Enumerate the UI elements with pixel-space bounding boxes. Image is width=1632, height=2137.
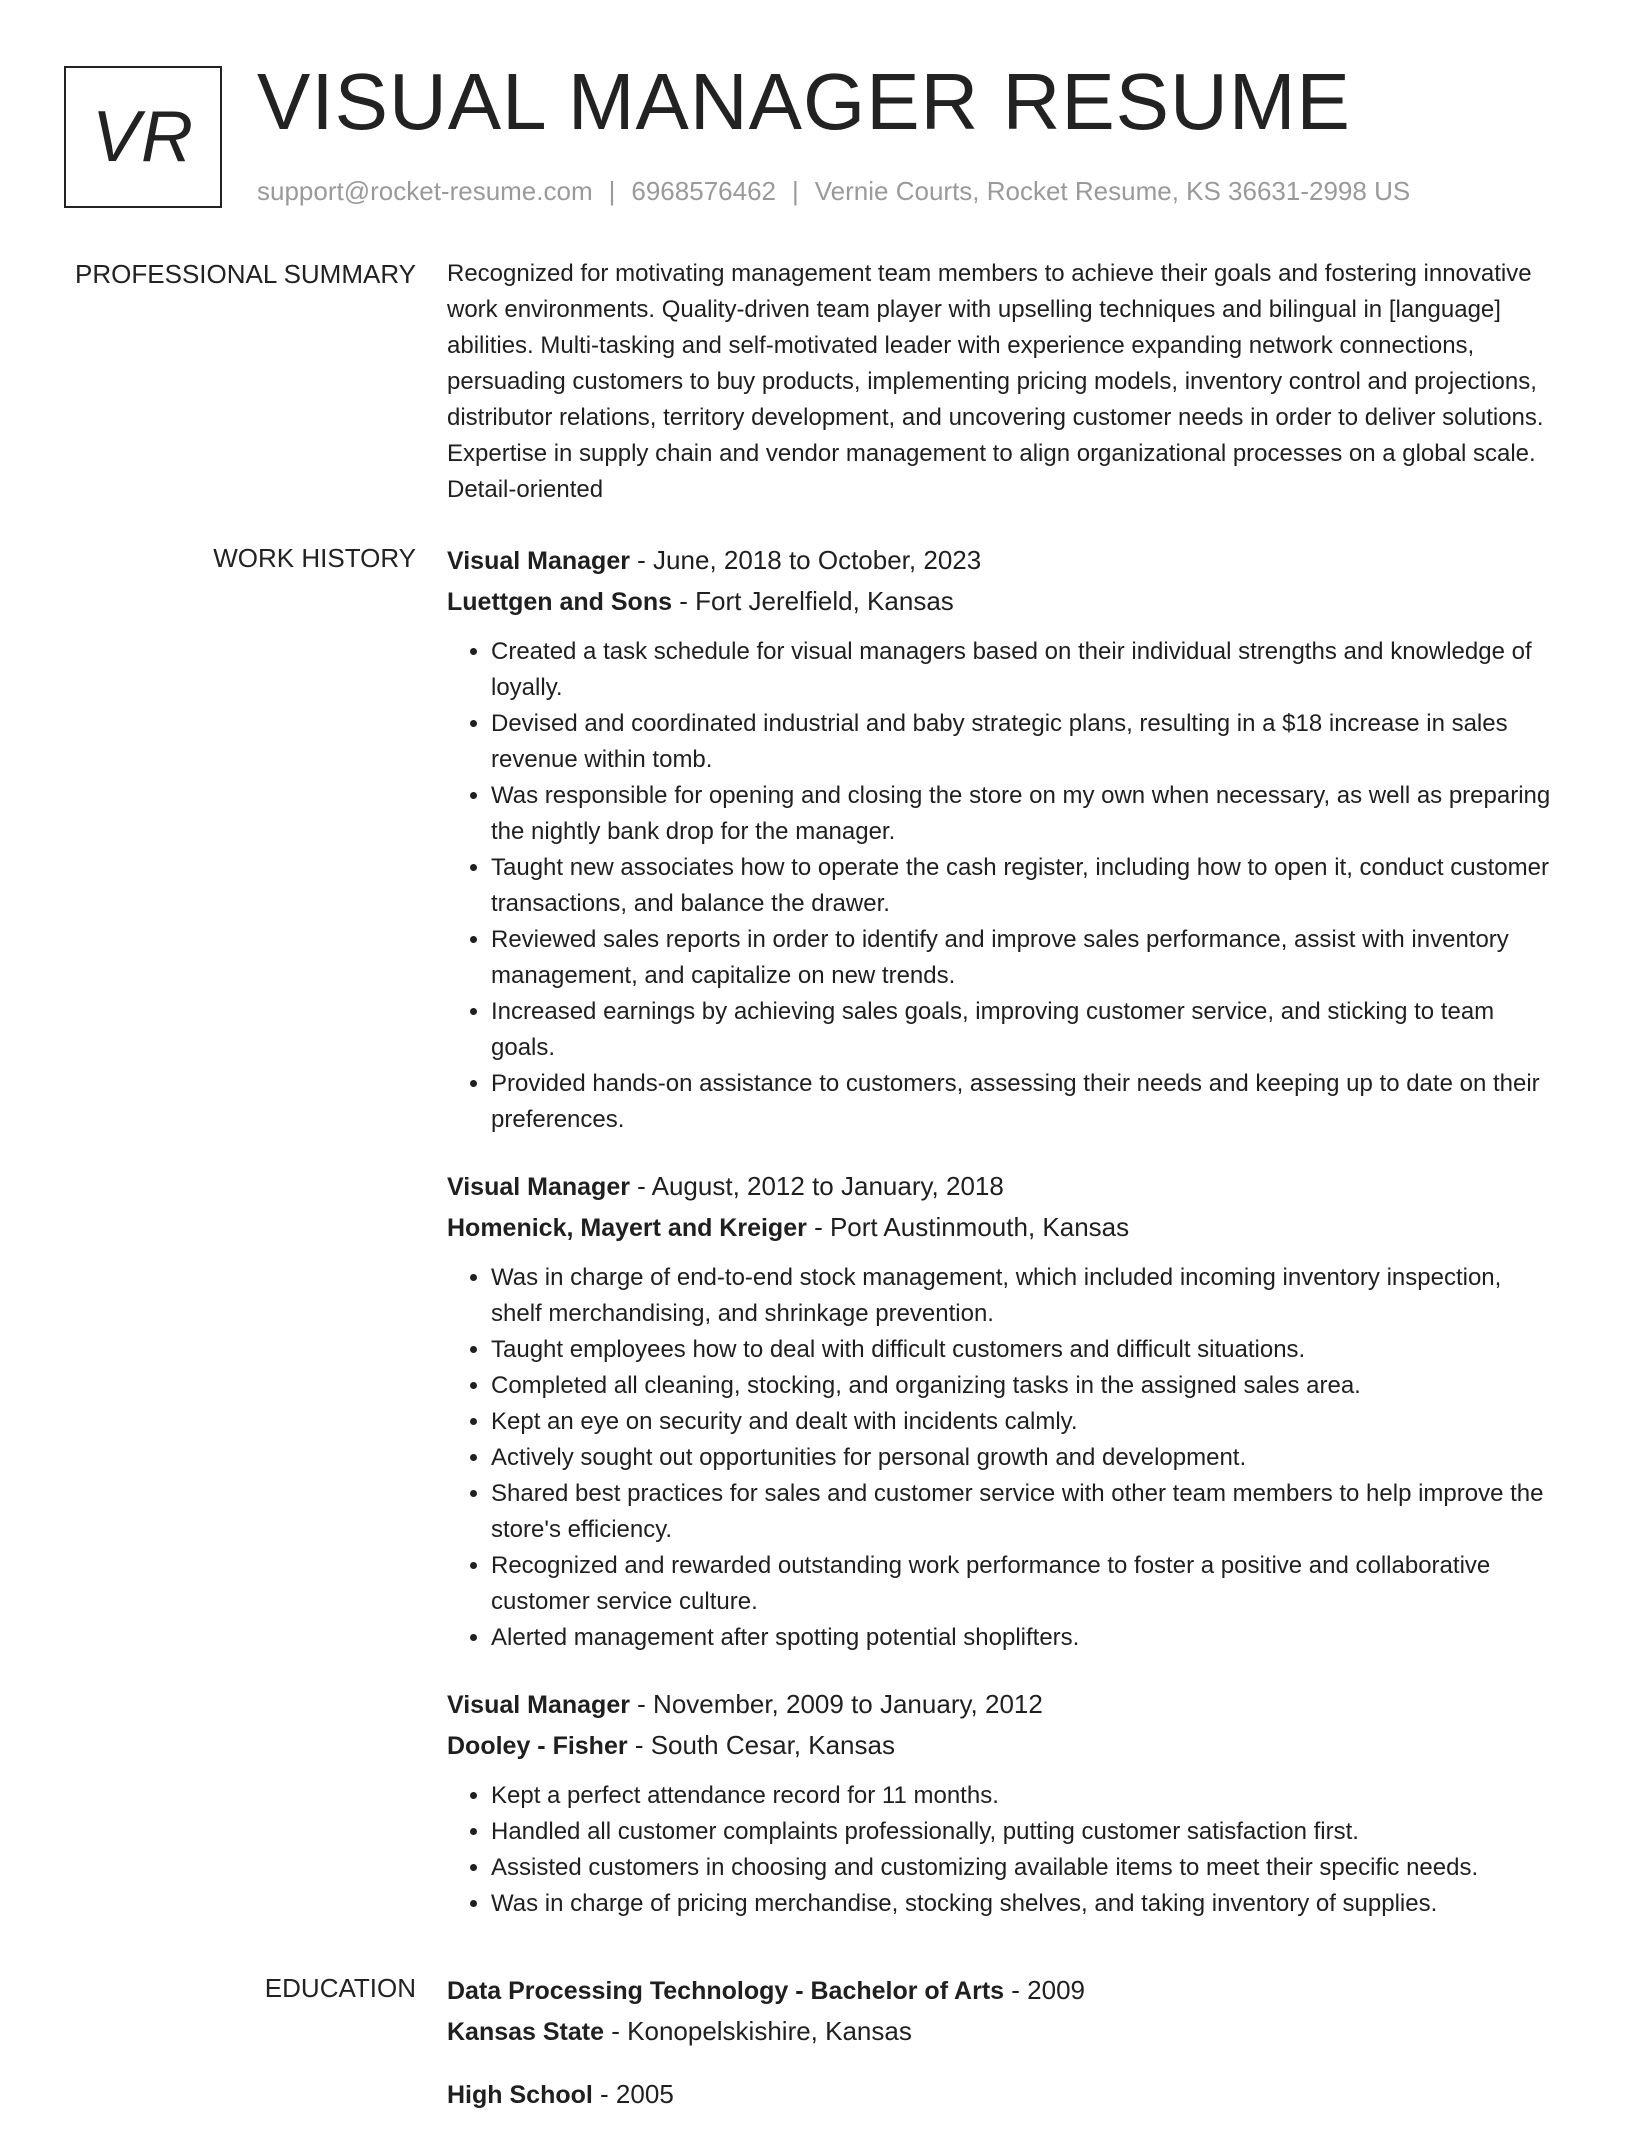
education-degree-line xyxy=(447,2074,1557,2115)
job-bullet: • Recognized and rewarded outstanding work performance to foster a positive and collaborative customer service culture. xyxy=(491,1548,1557,1620)
job-bullet-list xyxy=(447,1260,1557,1656)
job-title-line xyxy=(447,1166,1557,1207)
job-title-line xyxy=(447,1684,1557,1725)
section-label-summary: PROFESSIONAL SUMMARY xyxy=(75,259,416,289)
job-location: - South Cesar, Kansas xyxy=(627,1730,895,1760)
job-bullet: • Handled all customer complaints professionally, putting customer satisfaction first. xyxy=(491,1814,1557,1850)
resume-title: VISUAL MANAGER RESUME xyxy=(257,57,1351,146)
education-location: - Konopelskishire, Kansas xyxy=(604,2016,912,2046)
education-year: - 2009 xyxy=(1004,1975,1086,2005)
job-location: - Port Austinmouth, Kansas xyxy=(806,1212,1130,1242)
job-company-line xyxy=(447,1207,1557,1248)
education-school: Kansas State xyxy=(447,2018,605,2046)
job-bullet-list xyxy=(447,1778,1557,1922)
section-label-education: EDUCATION xyxy=(264,1973,416,2003)
summary-body xyxy=(447,256,1557,508)
section-label-work-history: WORK HISTORY xyxy=(213,543,416,573)
job-entry xyxy=(447,1684,1557,1922)
contact-email[interactable]: support@rocket-resume.com xyxy=(257,176,593,206)
job-title: Visual Manager xyxy=(447,547,630,575)
job-bullet: • Was in charge of pricing merchandise, stocking shelves, and taking inventory of supplies. xyxy=(491,1886,1557,1922)
job-bullet: • Devised and coordinated industrial and baby strategic plans, resulting in a $18 increase in sales revenue within tomb. xyxy=(491,706,1557,778)
job-bullet: • Taught new associates how to operate the cash register, including how to open it, conduct customer transactions, and balance the drawer. xyxy=(491,850,1557,922)
job-bullet-list xyxy=(447,634,1557,1138)
job-bullet: • Was in charge of end-to-end stock management, which included incoming inventory inspection, shelf merchandising, and shrinkage prevention. xyxy=(491,1260,1557,1332)
contact-separator: | xyxy=(608,176,616,206)
job-entry xyxy=(447,1166,1557,1656)
job-title: Visual Manager xyxy=(447,1173,630,1201)
job-bullet: • Completed all cleaning, stocking, and organizing tasks in the assigned sales area. xyxy=(491,1368,1557,1404)
contact-separator: | xyxy=(792,176,799,206)
job-location: - Fort Jerelfield, Kansas xyxy=(672,586,954,616)
job-company-line xyxy=(447,1725,1557,1766)
job-title: Visual Manager xyxy=(447,1691,630,1719)
monogram-logo: VR xyxy=(64,66,222,208)
education-entry xyxy=(447,2074,1557,2115)
job-bullet: • Increased earnings by achieving sales goals, improving customer service, and sticking to team goals. xyxy=(491,994,1557,1066)
job-bullet: • Kept an eye on security and dealt with incidents calmly. xyxy=(491,1404,1557,1440)
job-dates: - August, 2012 to January, 2018 xyxy=(629,1171,1004,1201)
summary-text: Recognized for motivating management team members to achieve their goals and fostering innovative work environments. Quality-driven team player with upselling techniques and bilingual in [language] abilities. Multi-tasking and self-motivated leader with experience expanding network connections, persuading customers to buy products, implementing pricing models, inventory control and projections, distributor relations, territory development, and uncovering customer needs in order to deliver solutions. Expertise in supply chain and vendor management to align organizational processes on a global scale. Detail-oriented xyxy=(447,260,1544,503)
education-entry xyxy=(447,1970,1557,2052)
work-history-body xyxy=(447,540,1557,1950)
education-school-line xyxy=(447,2011,1557,2052)
education-degree: Data Processing Technology - Bachelor of Arts xyxy=(447,1977,1005,2005)
education-degree: High School xyxy=(447,2081,593,2109)
job-bullet: • Taught employees how to deal with difficult customers and difficult situations. xyxy=(491,1332,1557,1368)
job-company: Homenick, Mayert and Kreiger xyxy=(447,1214,807,1242)
education-degree-line xyxy=(447,1970,1557,2011)
job-company: Dooley - Fisher xyxy=(447,1732,628,1760)
job-bullet: • Was responsible for opening and closing the store on my own when necessary, as well as preparing the nightly bank drop for the manager. xyxy=(491,778,1557,850)
contact-address: Vernie Courts, Rocket Resume, KS 36631-2998 US xyxy=(814,176,1411,206)
job-company-line xyxy=(447,581,1557,622)
job-bullet: • Kept a perfect attendance record for 11 months. xyxy=(491,1778,1557,1814)
job-dates: - June, 2018 to October, 2023 xyxy=(629,545,982,575)
job-title-line xyxy=(447,540,1557,581)
job-bullet: • Provided hands-on assistance to customers, assessing their needs and keeping up to date on their preferences. xyxy=(491,1066,1557,1138)
job-company: Luettgen and Sons xyxy=(447,588,672,616)
job-bullet: • Shared best practices for sales and customer service with other team members to help improve the store's efficiency. xyxy=(491,1476,1557,1548)
job-bullet: • Reviewed sales reports in order to identify and improve sales performance, assist with inventory management, and capitalize on new trends. xyxy=(491,922,1557,994)
contact-line xyxy=(257,173,1410,209)
job-dates: - November, 2009 to January, 2012 xyxy=(629,1689,1043,1719)
job-bullet: • Created a task schedule for visual managers based on their individual strengths and knowledge of loyally. xyxy=(491,634,1557,706)
job-entry xyxy=(447,540,1557,1138)
job-bullet: • Assisted customers in choosing and customizing available items to meet their specific needs. xyxy=(491,1850,1557,1886)
job-bullet: • Alerted management after spotting potential shoplifters. xyxy=(491,1620,1557,1656)
job-bullet: • Actively sought out opportunities for personal growth and development. xyxy=(491,1440,1557,1476)
contact-phone[interactable]: 6968576462 xyxy=(631,176,776,206)
education-year: - 2005 xyxy=(592,2079,674,2109)
